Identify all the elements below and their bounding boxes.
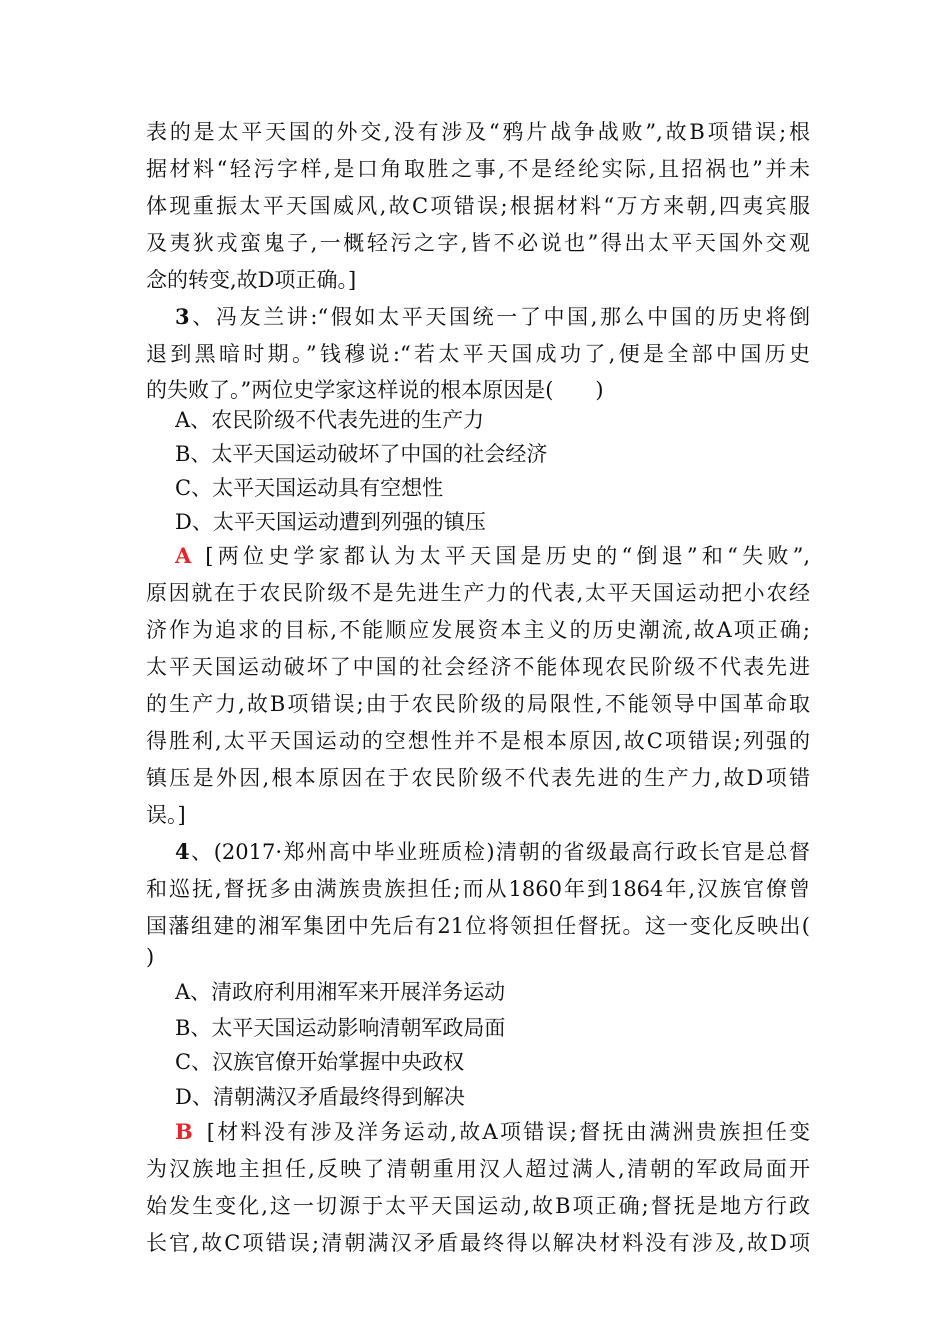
q4-explanation-line: 为汉族地主担任,反映了清朝重用汉人超过满人,清朝的军政局面开 — [146, 1157, 810, 1181]
q4-option-b: B、太平天国运动影响清朝军政局面 — [175, 1016, 506, 1040]
q3-explanation-line: 镇压是外因,根本原因在于农民阶级不代表先进的生产力,故D项错 — [146, 766, 810, 790]
q4-explanation-line: 始发生变化,这一切源于太平天国运动,故B项正确;督抚是地方行政 — [146, 1194, 810, 1218]
prev-explanation-line: 及夷狄戎蛮鬼子,一概轻污之字,皆不必说也”得出太平天国外交观 — [146, 231, 810, 255]
q3-explanation-line: 济作为追求的目标,不能顺应发展资本主义的历史潮流,故A项正确; — [146, 618, 810, 642]
prev-explanation-line: 念的转变,故D项正确。] — [146, 268, 357, 292]
prev-explanation-line: 体现重振太平天国威风,故C项错误;根据材料“万方来朝,四夷宾服 — [146, 194, 810, 218]
q3-answer: A — [175, 543, 192, 568]
q4-option-c: C、汉族官僚开始掌握中央政权 — [175, 1050, 465, 1074]
q3-explanation-line — [175, 539, 810, 573]
q3-option-c: C、太平天国运动具有空想性 — [175, 476, 444, 500]
q3-explanation-line: 得胜利,太平天国运动的空想性并不是根本原因,故C项错误;列强的 — [146, 729, 810, 753]
q3-stem-line — [175, 300, 810, 334]
prev-explanation-line: 据材料“轻污字样,是口角取胜之事,不是经纶实际,且招祸也”并未 — [146, 157, 810, 181]
q3-stem-line: 退到黑暗时期。”钱穆说:“若太平天国成功了,便是全部中国历史 — [146, 342, 810, 366]
q4-stem-text: 、(2017·郑州高中毕业班质检)清朝的省级最高行政长官是总督 — [189, 840, 810, 864]
q3-explanation-line: 太平天国运动破坏了中国的社会经济不能体现农民阶级不代表先进 — [146, 655, 810, 679]
q3-option-a: A、农民阶级不代表先进的生产力 — [175, 408, 485, 432]
q3-stem-text: 、冯友兰讲:“假如太平天国统一了中国,那么中国的历史将倒 — [189, 305, 810, 329]
q4-answer: B — [175, 1119, 193, 1144]
q4-number: 4 — [175, 839, 190, 864]
q4-option-a: A、清政府利用湘军来开展洋务运动 — [175, 980, 506, 1004]
q4-stem-line: ) — [146, 945, 155, 969]
q3-explanation-text: [两位史学家都认为太平天国是历史的“倒退”和“失败”, — [205, 544, 810, 568]
q4-stem-line: 国藩组建的湘军集团中先后有21位将领担任督抚。这一变化反映出( — [146, 914, 810, 938]
q4-explanation-line: 长官,故C项错误;清朝满汉矛盾最终得以解决材料没有涉及,故D项 — [146, 1231, 810, 1255]
q4-explanation-line — [175, 1115, 810, 1149]
q3-number: 3 — [175, 304, 190, 329]
prev-explanation-line: 表的是太平天国的外交,没有涉及“鸦片战争战败”,故B项错误;根 — [146, 120, 810, 144]
q4-stem-line: 和巡抚,督抚多由满族贵族担任;而从1860年到1864年,汉族官僚曾 — [146, 877, 810, 901]
q4-option-d: D、清朝满汉矛盾最终得到解决 — [175, 1085, 465, 1109]
q3-explanation-line: 原因就在于农民阶级不是先进生产力的代表,太平天国运动把小农经 — [146, 581, 810, 605]
q4-explanation-text: [材料没有涉及洋务运动,故A项错误;督抚由满洲贵族担任变 — [206, 1120, 810, 1144]
q3-option-b: B、太平天国运动破坏了中国的社会经济 — [175, 442, 548, 466]
q4-stem-line — [175, 835, 810, 869]
q3-explanation-line: 误。] — [146, 803, 186, 827]
q3-stem-line: 的失败了。”两位史学家这样说的根本原因是( ) — [146, 378, 604, 402]
q3-explanation-line: 的生产力,故B项错误;由于农民阶级的局限性,不能领导中国革命取 — [146, 692, 810, 716]
q3-option-d: D、太平天国运动遭到列强的镇压 — [175, 510, 486, 534]
